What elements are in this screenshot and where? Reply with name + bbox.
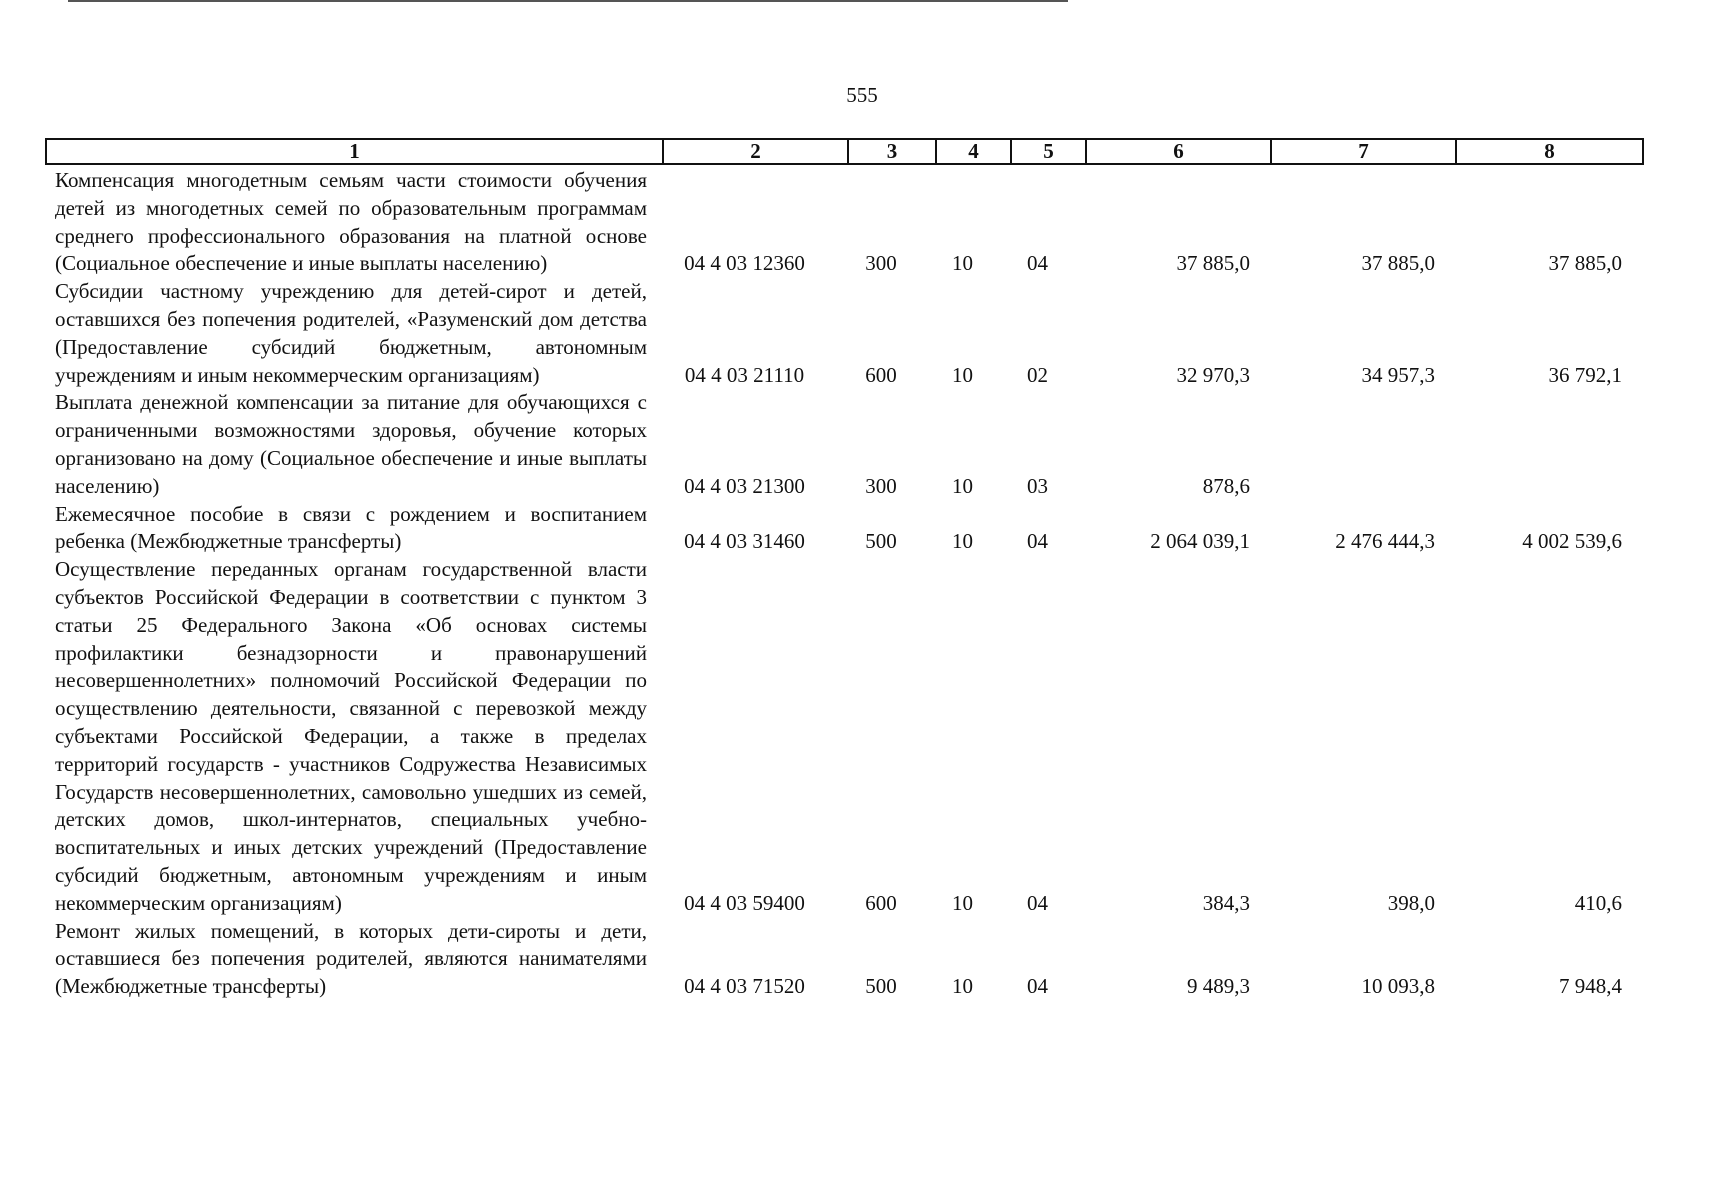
table-row	[45, 501, 1637, 557]
row-description: Выплата денежной компенсации за питание для обучающихся с ограниченными возможностями здоровья, обучение которых организовано на дому (Социальное обеспечение и иные выплаты населению)	[55, 390, 647, 498]
row-code: 04 4 03 71520	[684, 974, 805, 999]
row-code: 04 4 03 59400	[684, 890, 805, 915]
row-value-7: 10 093,8	[1361, 974, 1435, 999]
table-row	[45, 556, 1637, 917]
row-code: 04 4 03 31460	[684, 529, 805, 554]
row-value-7: 34 957,3	[1361, 362, 1435, 387]
table-row	[45, 167, 1637, 278]
row-col-5: 04	[1027, 529, 1048, 554]
row-value-7: 398,0	[1387, 890, 1435, 915]
row-col-3: 600	[865, 890, 897, 915]
row-value-8: 37 885,0	[1548, 251, 1622, 276]
row-description: Ремонт жилых помещений, в которых дети-сироты и дети, оставшиеся без попечения родителей, являются нанимателями (Межбюджетные трансферты)	[55, 918, 647, 999]
row-col-5: 04	[1027, 890, 1048, 915]
row-col-3: 300	[865, 251, 897, 276]
row-description: Осуществление переданных органам государственной власти субъектов Российской Федерации в соответствии с пунктом 3 статьи 25 Федерального Закона «Об основах системы профилактики безнадзорности и правонарушений несовершеннолетних» полномочий Российской Федерации по осуществлению деятельности, связанной с перевозкой между субъектами Российской Федерации, а также в пределах территорий государств - участников Содружества Независимых Государств несовершеннолетних, самовольно ушедших из семей, детских домов, школ-интернатов, специальных учебно-воспитательных и иных детских учреждений (Предоставление субсидий бюджетным, автономным учреждениям и иным некоммерческим организациям)	[55, 557, 647, 915]
row-description: Субсидии частному учреждению для детей-сирот и детей, оставшихся без попечения родителей, «Разуменский дом детства (Предоставление субсидий бюджетным, автономным учреждениям и иным некоммерческим организациям)	[55, 279, 647, 387]
row-value-7: 37 885,0	[1361, 251, 1435, 276]
header-col-2: 2	[664, 140, 849, 163]
row-value-6: 384,3	[1202, 890, 1250, 915]
table-row	[45, 918, 1637, 1001]
header-col-5: 5	[1012, 140, 1087, 163]
header-col-8: 8	[1457, 140, 1644, 163]
row-col-4: 10	[952, 251, 973, 276]
row-value-6: 9 489,3	[1187, 974, 1250, 999]
row-col-3: 300	[865, 473, 897, 498]
row-code: 04 4 03 21110	[684, 362, 805, 387]
row-col-4: 10	[952, 974, 973, 999]
page-number: 555	[846, 83, 878, 107]
row-col-3: 500	[865, 974, 897, 999]
row-description: Ежемесячное пособие в связи с рождением и воспитанием ребенка (Межбюджетные трансферты)	[55, 501, 647, 554]
row-value-6: 2 064 039,1	[1150, 529, 1250, 554]
row-col-4: 10	[952, 890, 973, 915]
table-header	[45, 138, 1644, 165]
row-col-5: 04	[1027, 974, 1048, 999]
header-col-3: 3	[849, 140, 937, 163]
row-col-4: 10	[952, 529, 973, 554]
row-code: 04 4 03 12360	[684, 251, 805, 276]
row-col-4: 10	[952, 362, 973, 387]
row-col-4: 10	[952, 473, 973, 498]
header-col-7: 7	[1272, 140, 1457, 163]
row-value-6: 32 970,3	[1176, 362, 1250, 387]
row-value-8: 410,6	[1574, 890, 1622, 915]
header-col-1: 1	[47, 140, 664, 163]
row-value-8: 4 002 539,6	[1522, 529, 1622, 554]
row-col-5: 03	[1027, 473, 1048, 498]
row-value-8: 7 948,4	[1559, 974, 1622, 999]
table-row	[45, 278, 1637, 389]
table-row	[45, 389, 1637, 500]
row-value-8: 36 792,1	[1548, 362, 1622, 387]
header-col-4: 4	[937, 140, 1012, 163]
header-col-6: 6	[1087, 140, 1272, 163]
table-body	[45, 167, 1637, 1001]
row-code: 04 4 03 21300	[684, 473, 805, 498]
scan-edge-line	[68, 0, 1068, 2]
row-col-5: 04	[1027, 251, 1048, 276]
row-value-6: 878,6	[1202, 473, 1250, 498]
row-description: Компенсация многодетным семьям части стоимости обучения детей из многодетных семей по образовательным программам среднего профессионального образования на платной основе (Социальное обеспечение и иные выплаты населению)	[55, 168, 647, 276]
row-col-5: 02	[1027, 362, 1048, 387]
row-value-7: 2 476 444,3	[1335, 529, 1435, 554]
row-value-6: 37 885,0	[1176, 251, 1250, 276]
row-col-3: 500	[865, 529, 897, 554]
row-col-3: 600	[865, 362, 897, 387]
